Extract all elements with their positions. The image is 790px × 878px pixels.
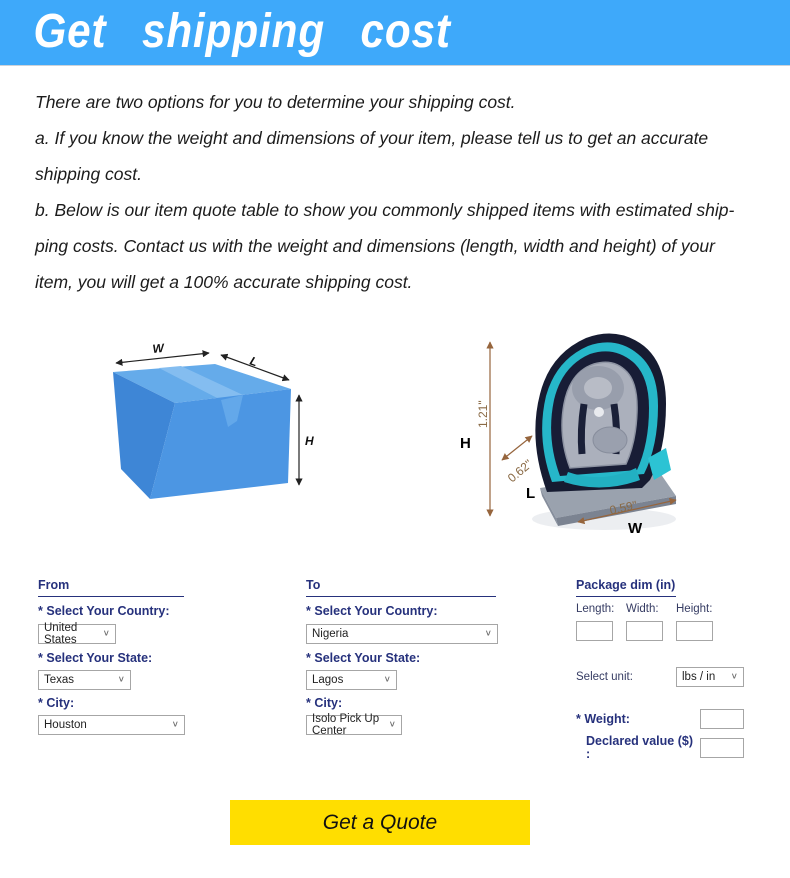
to-city-value: Isolo Pick Up Center (312, 713, 380, 737)
seat-strap-left (581, 404, 584, 454)
declared-value-row (576, 735, 744, 761)
from-country-label (38, 605, 288, 618)
intro-line: b. Below is our item quote table to show you commonly shipped items with estimated ship- (35, 200, 735, 220)
from-state-label-text: Select Your State: (46, 651, 153, 665)
seat-width-label: W (628, 520, 643, 537)
from-title: From (38, 578, 184, 597)
weight-label-text: Weight: (584, 711, 630, 726)
from-state-value: Texas (44, 674, 75, 686)
to-title: To (306, 578, 496, 597)
width-input[interactable] (626, 621, 663, 641)
from-city-select[interactable] (38, 715, 185, 735)
package-title: Package dim (in) (576, 578, 676, 597)
from-country-select[interactable] (38, 624, 116, 644)
chevron-down-icon: ∨ (102, 628, 110, 639)
to-country-label-text: Select Your Country: (314, 604, 438, 618)
to-country-label (306, 605, 556, 618)
required-marker: * (38, 696, 43, 710)
weight-label (576, 713, 630, 726)
get-quote-button[interactable]: Get a Quote (230, 800, 530, 845)
width-group (626, 603, 676, 641)
box-length-label: L (247, 353, 260, 370)
box-height-label: H (305, 434, 314, 448)
seat-buckle-pad (593, 427, 627, 453)
from-country-value: United States (44, 622, 78, 646)
from-state-select[interactable] (38, 670, 131, 690)
required-marker: * (38, 651, 43, 665)
length-group (576, 603, 626, 641)
package-section (576, 578, 790, 761)
to-section (306, 578, 556, 735)
chevron-down-icon: ∨ (388, 719, 396, 730)
unit-select[interactable] (676, 667, 744, 687)
box-dimensions-image (103, 323, 323, 523)
chevron-down-icon: ∨ (117, 674, 125, 685)
from-country-label-text: Select Your Country: (46, 604, 170, 618)
seat-length-label: L (526, 485, 536, 502)
intro-text (35, 84, 734, 300)
package-dimensions-row (576, 603, 790, 641)
chevron-down-icon: ∨ (730, 671, 738, 682)
intro-line: ping costs. Contact us with the weight and dimensions (length, width and height) of your (35, 236, 715, 256)
chevron-down-icon: ∨ (171, 719, 179, 730)
to-state-value: Lagos (312, 674, 344, 686)
intro-line: shipping cost. (35, 164, 143, 184)
from-section (38, 578, 288, 735)
seat-length-arrow (502, 436, 532, 460)
to-country-value: Nigeria (312, 628, 349, 640)
box-width-label: W (151, 340, 165, 356)
required-marker: * (576, 711, 581, 726)
seat-width-value: 0.59" (608, 497, 639, 518)
intro-line: There are two options for you to determine your shipping cost. (35, 92, 516, 112)
chevron-down-icon: ∨ (484, 628, 492, 639)
unit-row (576, 667, 790, 687)
length-input[interactable] (576, 621, 613, 641)
weight-row (576, 709, 744, 729)
to-country-select[interactable] (306, 624, 498, 644)
weight-input[interactable] (700, 709, 744, 729)
page-title: Get shipping cost (33, 5, 451, 58)
to-state-label-text: Select Your State: (314, 651, 421, 665)
required-marker: * (306, 696, 311, 710)
intro-line: a. If you know the weight and dimensions of your item, please tell us to get an accurate (35, 128, 709, 148)
length-label: Length: (576, 603, 615, 615)
to-city-label (306, 697, 556, 710)
from-state-label (38, 652, 288, 665)
to-state-label (306, 652, 556, 665)
declared-value-input[interactable] (700, 738, 744, 758)
required-marker: * (38, 604, 43, 618)
header-banner (0, 0, 790, 66)
intro-line: item, you will get a 100% accurate shipping cost. (35, 272, 413, 292)
to-city-select[interactable] (306, 715, 402, 735)
width-label: Width: (626, 603, 659, 615)
height-label: Height: (676, 603, 713, 615)
required-marker: * (306, 604, 311, 618)
from-city-value: Houston (44, 719, 87, 731)
declared-value-label: Declared value ($) : (586, 734, 693, 761)
to-state-select[interactable] (306, 670, 397, 690)
select-unit-label: Select unit: (576, 670, 633, 683)
from-city-label (38, 697, 288, 710)
height-input[interactable] (676, 621, 713, 641)
seat-headrest-inner (584, 377, 612, 399)
to-city-label-text: City: (314, 696, 343, 710)
car-seat-dimensions-image (452, 320, 687, 543)
required-marker: * (306, 651, 311, 665)
from-city-label-text: City: (46, 696, 75, 710)
unit-value: lbs / in (682, 671, 716, 683)
chevron-down-icon: ∨ (383, 674, 391, 685)
seat-height-label: H (460, 435, 471, 452)
seat-logo (594, 407, 604, 417)
seat-height-value: 1.21" (476, 400, 490, 428)
seat-length-value: 0.62" (504, 456, 536, 486)
height-group (676, 603, 726, 641)
